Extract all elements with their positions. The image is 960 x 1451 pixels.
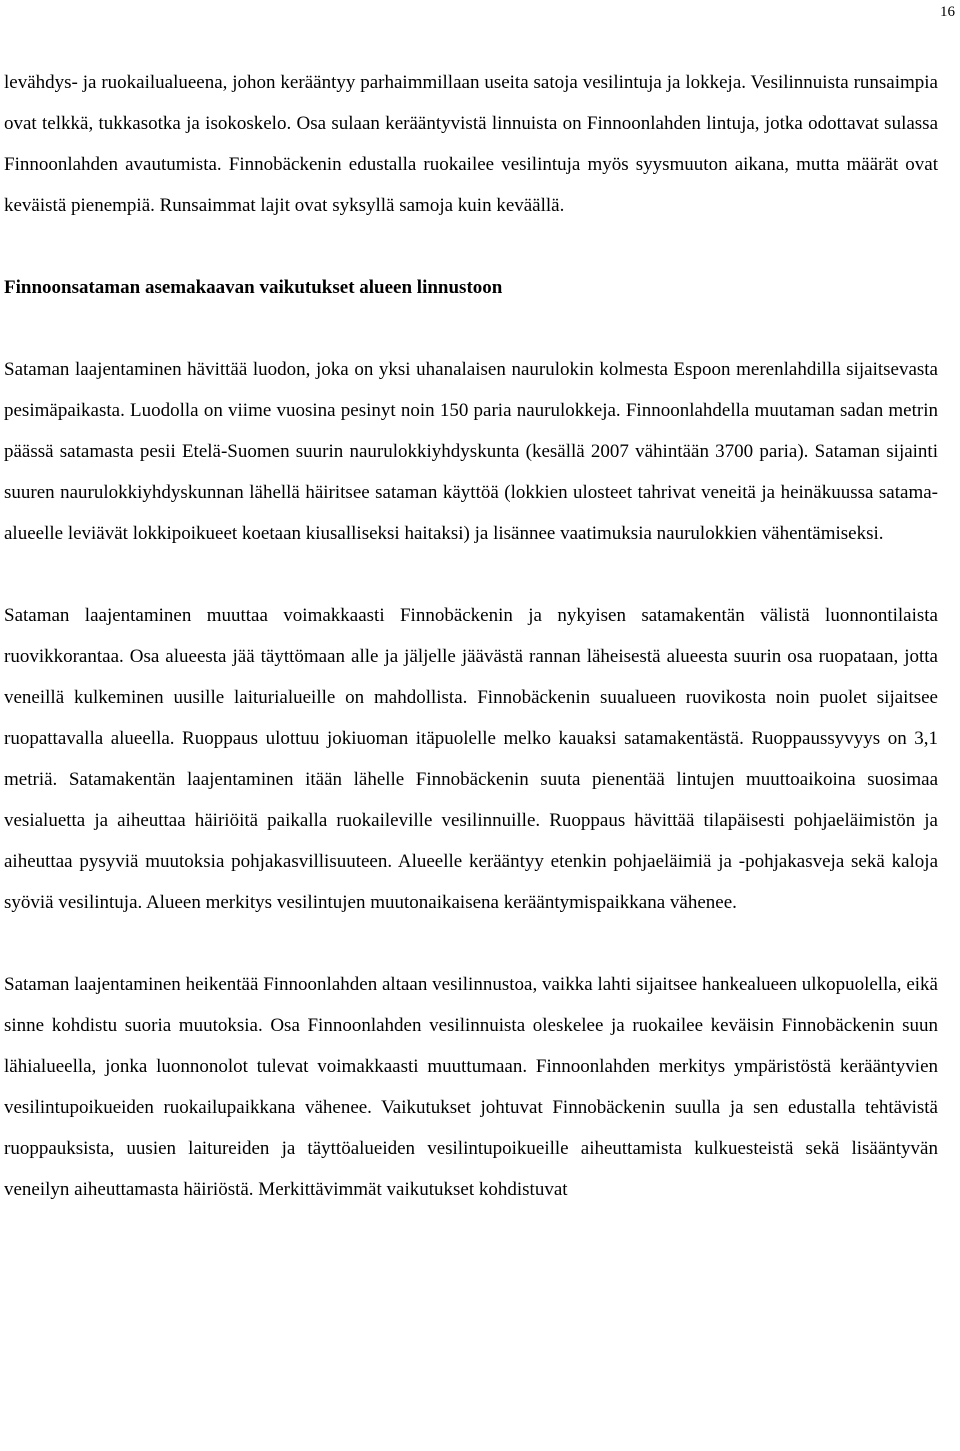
document-body [4,62,938,1210]
paragraph-ruovikko: Sataman laajentaminen muuttaa voimakkaasti Finnobäckenin ja nykyisen satamakentän välistä luonnontilaista ruovikkorantaa. Osa alueesta jää täyttömaan alle ja jäljelle jäävästä rannan läheisestä alueesta suurin osa ruopataan, jotta veneillä kulkeminen uusille laiturialueille on mahdollista. Finnobäckenin suualueen ruovikosta noin puolet sijaitsee ruopattavalla alueella. Ruoppaus ulottuu jokiuoman itäpuolelle melko kauaksi satamakentästä. Ruoppaussyvyys on 3,1 metriä. Satamakentän laajentaminen itään lähelle Finnobäckenin suuta pienentää lintujen muuttoaikoina suosimaa vesialuetta ja aiheuttaa häiriöitä paikalla ruokaileville vesilinnuille. Ruoppaus hävittää tilapäisesti pohjaeläimistön ja aiheuttaa pysyviä muutoksia pohjakasvillisuuteen. Alueelle kerääntyy etenkin pohjaeläimiä ja -pohjakasveja sekä kaloja syöviä vesilintuja. Alueen merkitys vesilintujen muutonaikaisena kerääntymispaikkana vähenee. [4,605,938,913]
page-number: 16 [940,4,955,20]
section-heading: Finnoonsataman asemakaavan vaikutukset alueen linnustoon [4,277,503,298]
paragraph-intro: levähdys- ja ruokailualueena, johon kerääntyy parhaimmillaan useita satoja vesilintuja ja lokkeja. Vesilinnuista runsaimpia ovat telkkä, tukkasotka ja isokoskelo. Osa sulaan kerääntyvistä linnuista on Finnoonlahden lintuja, jotka odottavat sulassa Finnoonlahden avautumista. Finnobäckenin edustalla ruokailee vesilintuja myös syysmuuton aikana, mutta määrät ovat keväistä pienempiä. Runsaimmat lajit ovat syksyllä samoja kuin keväällä. [4,72,938,216]
paragraph-finnoonlahti: Sataman laajentaminen heikentää Finnoonlahden altaan vesilinnustoa, vaikka lahti sijaitsee hankealueen ulkopuolella, eikä sinne kohdistu suoria muutoksia. Osa Finnoonlahden vesilinnuista oleskelee ja ruokailee keväisin Finnobäckenin suun lähialueella, jonka luonnonolot tulevat voimakkaasti muuttumaan. Finnoonlahden merkitys ympäristöstä kerääntyvien vesilintupoikueiden ruokailupaikkana vähenee. Vaikutukset johtuvat Finnobäckenin suulla ja sen edustalla tehtävistä ruoppauksista, uusien laitureiden ja täyttöalueiden vesilintupoikueille aiheuttamista kulkuesteistä sekä lisääntyvän veneilyn aiheuttamasta häiriöstä. Merkittävimmät vaikutukset kohdistuvat [4,974,938,1200]
paragraph-luoto: Sataman laajentaminen hävittää luodon, joka on yksi uhanalaisen naurulokin kolmesta Espoon merenlahdilla sijaitsevasta pesimäpaikasta. Luodolla on viime vuosina pesinyt noin 150 paria naurulokkeja. Finnoonlahdella muutaman sadan metrin päässä satamasta pesii Etelä-Suomen suurin naurulokkiyhdyskunta (kesällä 2007 vähintään 3700 paria). Sataman sijainti suuren naurulokkiyhdyskunnan lähellä häiritsee sataman käyttöä (lokkien ulosteet tahrivat veneitä ja heinäkuussa satama-alueelle leviävät lokkipoikueet koetaan kiusalliseksi haitaksi) ja lisännee vaatimuksia naurulokkien vähentämiseksi. [4,359,938,544]
